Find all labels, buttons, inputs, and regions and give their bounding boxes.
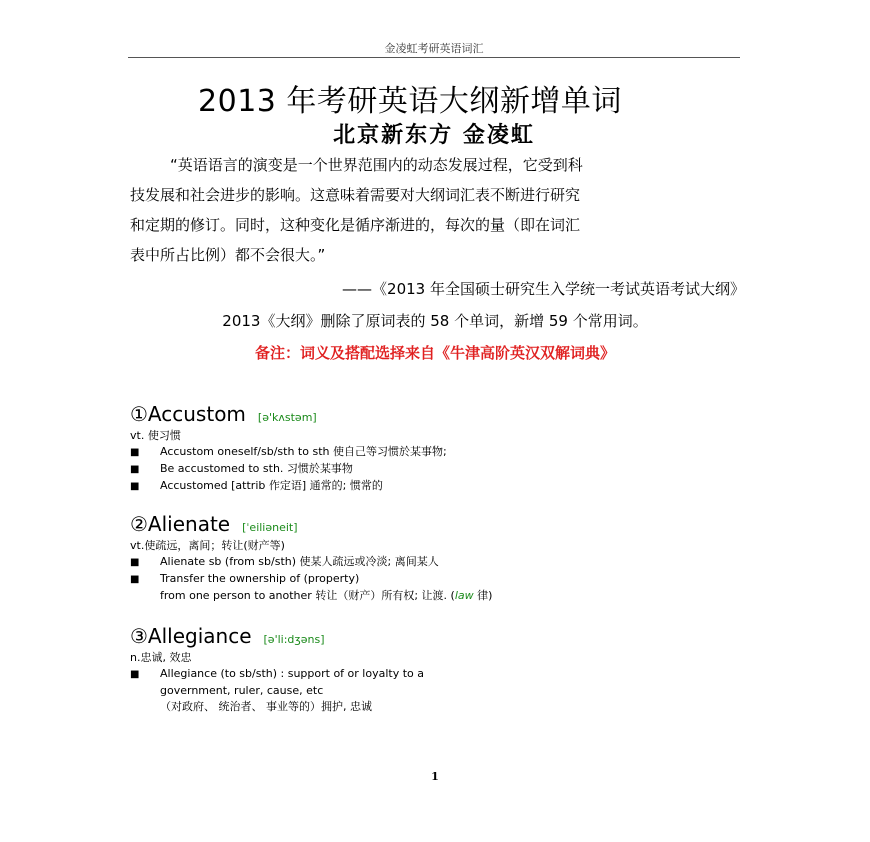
bullet-icon: ■ xyxy=(130,574,140,585)
quote-line: 技发展和社会进步的影响。这意味着需要对大纲词汇表不断进行研究 xyxy=(130,186,581,204)
entry-word: ①Accustom xyxy=(130,402,246,426)
bullet-icon: ■ xyxy=(130,557,140,568)
entry-usage-item: ■ Be accustomed to sth. 习惯於某事物 xyxy=(130,461,740,478)
entry-phonetic: [ə'li:dʒəns] xyxy=(263,633,325,646)
word-entry-accustom xyxy=(130,402,740,495)
quote-line: “英语语言的演变是一个世界范围内的动态发展过程，它受到科 xyxy=(170,156,583,174)
dictionary-note: 备注：词义及搭配选择来自《牛津高阶英汉双解词典》 xyxy=(254,344,615,362)
entry-heading xyxy=(130,402,740,428)
quote-line: 和定期的修订。同时，这种变化是循序渐进的，每次的量（即在词汇 xyxy=(130,216,581,234)
syllabus-quote xyxy=(130,150,740,270)
law-label: law xyxy=(454,589,474,602)
entry-usage-continuation: （对政府、 统治者、 事业等的）拥护, 忠诚 xyxy=(160,700,372,713)
entry-part-of-speech: vt. 使习惯 xyxy=(130,429,181,442)
entry-part-of-speech: vt.使疏远，离间；转让(财产等) xyxy=(130,539,285,552)
entry-phonetic: [ə'kʌstəm] xyxy=(257,411,317,424)
entry-heading xyxy=(130,512,740,538)
summary-line: 2013《大纲》删除了原词表的 58 个单词，新增 59 个常用词。 xyxy=(222,312,648,330)
entry-usage-continuation: government, ruler, cause, etc xyxy=(160,684,324,697)
bullet-icon: ■ xyxy=(130,669,140,680)
entry-heading xyxy=(130,624,740,650)
entry-usage-item: ■ Allegiance (to sb/sth) : support of or loyalty to a xyxy=(130,666,740,683)
entry-usage-continuation: from one person to another 转让（财产）所有权; 让渡. (law 律) xyxy=(160,589,493,602)
page-number: 1 xyxy=(431,770,439,783)
entry-word: ②Alienate xyxy=(130,512,231,536)
entry-usage-item: ■ Transfer the ownership of (property) xyxy=(130,571,740,588)
page-title: 2013 年考研英语大纲新增单词 xyxy=(198,84,622,119)
entry-part-of-speech: n.忠诚, 效忠 xyxy=(130,651,192,664)
word-entry-alienate xyxy=(130,512,740,604)
entry-phonetic: [ˈeiliəneit] xyxy=(242,521,298,534)
entry-usage-item: ■ Alienate sb (from sb/sth) 使某人疏远或冷淡; 离间某人 xyxy=(130,554,740,571)
entry-usage-item: ■ Accustomed [attrib 作定语] 通常的; 惯常的 xyxy=(130,478,740,495)
author-line: 北京新东方 金凌虹 xyxy=(333,123,535,148)
quote-source: ——《2013 年全国硕士研究生入学统一考试英语考试大纲》 xyxy=(342,280,745,298)
entry-usage-item: ■ Accustom oneself/sb/sth to sth 使自己等习惯於某事物; xyxy=(130,444,740,461)
bullet-icon: ■ xyxy=(130,481,140,492)
word-entry-allegiance xyxy=(130,624,740,715)
page-header: 金凌虹考研英语词汇 xyxy=(384,42,484,55)
bullet-icon: ■ xyxy=(130,464,140,475)
header-rule xyxy=(128,57,740,58)
quote-line: 表中所占比例）都不会很大。” xyxy=(130,246,326,264)
entry-word: ③Allegiance xyxy=(130,624,252,648)
bullet-icon: ■ xyxy=(130,447,140,458)
